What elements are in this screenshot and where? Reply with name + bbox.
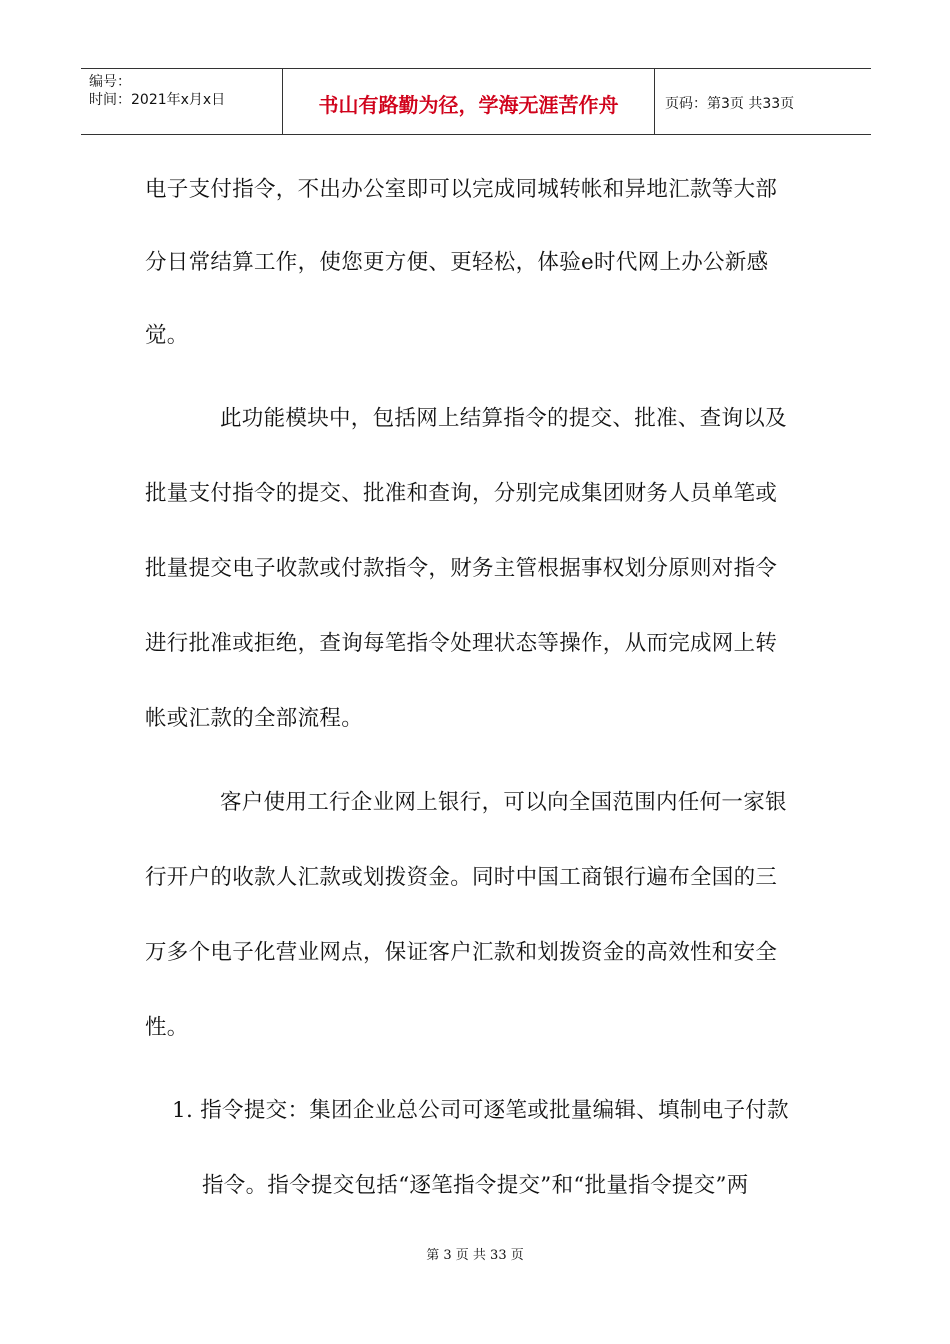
body-line: 分日常结算工作，使您更方便、更轻松，体验e时代网上办公新感 <box>145 250 769 275</box>
body-line: 电子支付指令，不出办公室即可以完成同城转帐和异地汇款等大部 <box>145 177 778 202</box>
header-page-info: 页码：第3页 共33页 <box>665 95 795 112</box>
page-header <box>81 68 871 135</box>
page-footer: 第 3 页 共 33 页 <box>426 1248 524 1263</box>
body-line: 帐或汇款的全部流程。 <box>145 706 364 731</box>
header-motto: 书山有路勤为径，学海无涯苦作舟 <box>282 69 655 134</box>
document-number-label: 编号： <box>89 74 131 90</box>
list-item: 1. 指令提交：集团企业总公司可逐笔或批量编辑、填制电子付款 <box>172 1098 789 1123</box>
header-meta <box>81 69 282 134</box>
body-line: 批量支付指令的提交、批准和查询，分别完成集团财务人员单笔或 <box>145 481 778 506</box>
body-line: 觉。 <box>145 323 189 348</box>
body-line: 此功能模块中，包括网上结算指令的提交、批准、查询以及 <box>220 406 787 431</box>
list-item-continuation: 指令。指令提交包括“逐笔指令提交”和“批量指令提交”两 <box>202 1173 749 1198</box>
body-line: 行开户的收款人汇款或划拨资金。同时中国工商银行遍布全国的三 <box>145 865 778 890</box>
body-line: 批量提交电子收款或付款指令，财务主管根据事权划分原则对指令 <box>145 556 778 581</box>
document-date-label: 时间：2021年x月x日 <box>89 92 226 108</box>
body-line: 进行批准或拒绝，查询每笔指令处理状态等操作，从而完成网上转 <box>145 631 778 656</box>
body-line: 性。 <box>145 1015 189 1040</box>
body-line: 万多个电子化营业网点，保证客户汇款和划拨资金的高效性和安全 <box>145 940 778 965</box>
body-line: 客户使用工行企业网上银行，可以向全国范围内任何一家银 <box>220 790 787 815</box>
